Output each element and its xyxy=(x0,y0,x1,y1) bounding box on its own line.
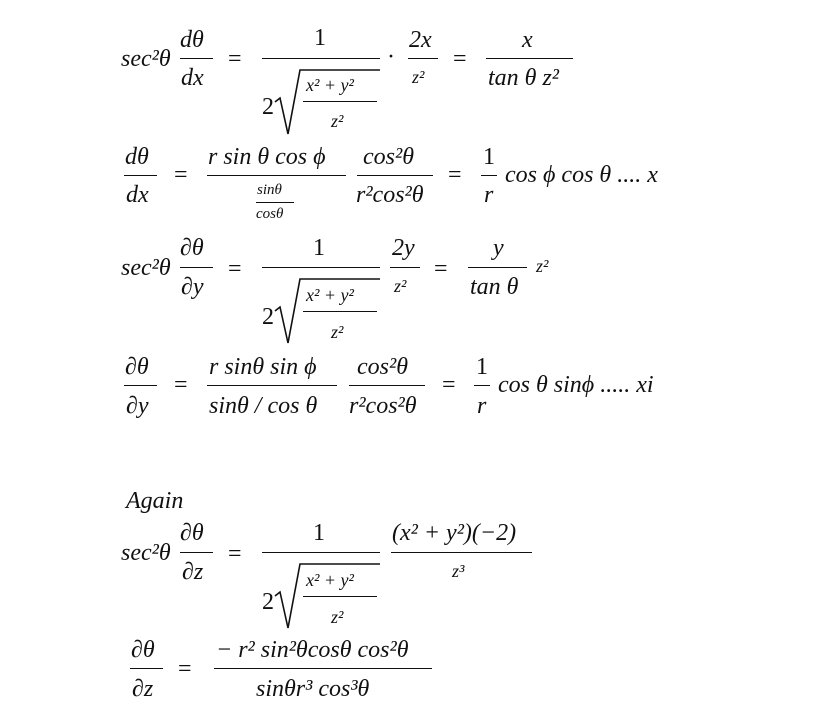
eq4-fraction1-bar xyxy=(207,385,337,386)
eq2-equals-2: = xyxy=(448,162,462,188)
eq5-partial-theta: ∂θ xyxy=(180,520,204,546)
eq5-main-fraction-bar xyxy=(262,552,380,553)
eq1-dx: dx xyxy=(181,65,204,91)
eq3-main-fraction-bar xyxy=(262,267,380,268)
eq3-two: 2 xyxy=(262,304,274,330)
eq3-2y: 2y xyxy=(392,235,415,261)
eq3-lhs-fraction-bar xyxy=(180,267,213,268)
eq3-z2: z² xyxy=(394,276,407,296)
eq1-radicand-denominator: z² xyxy=(331,111,344,131)
eq3-fraction2-bar xyxy=(390,267,420,268)
eq1-dtheta: dθ xyxy=(180,27,204,53)
eq5-lhs-fraction-bar xyxy=(180,552,213,553)
eq1-equals: = xyxy=(228,46,242,72)
eq4-cos2-theta: cos²θ xyxy=(357,354,408,380)
eq3-radicand-numerator: x² + y² xyxy=(306,285,354,305)
eq5-partial-z: ∂z xyxy=(182,559,204,585)
eq5-fraction2-bar xyxy=(391,552,532,553)
eq3-tan-theta: tan θ xyxy=(470,274,519,300)
eq4-partial-y: ∂y xyxy=(126,393,149,419)
eq5-numerator: (x² + y²)(−2) xyxy=(392,520,517,546)
eq4-r2cos2-theta: r²cos²θ xyxy=(349,393,417,419)
eq4-fraction2-bar xyxy=(349,385,425,386)
eq2-sin-theta: sinθ xyxy=(257,182,282,198)
eq1-radicand-numerator: x² + y² xyxy=(306,75,354,95)
again-label: Again xyxy=(126,488,184,514)
eq5-lhs: sec²θ xyxy=(121,540,171,566)
eq5-equals: = xyxy=(228,541,242,567)
eq6-fraction-bar xyxy=(214,668,432,669)
eq1-lhs-fraction-bar xyxy=(180,58,213,59)
eq2-fraction2-bar xyxy=(357,175,433,176)
eq3-radicand-denominator: z² xyxy=(331,322,344,342)
eq4-partial-theta: ∂θ xyxy=(125,354,149,380)
eq3-equals: = xyxy=(228,256,242,282)
eq3-z2-factor: z² xyxy=(536,256,549,276)
eq2-one: 1 xyxy=(483,144,495,170)
eq1-lhs: sec²θ xyxy=(121,46,171,72)
eq2-dtheta: dθ xyxy=(125,144,149,170)
eq2-result: cos ϕ cos θ .... x xyxy=(505,162,658,188)
eq4-equals: = xyxy=(174,372,188,398)
eq6-numerator: − r² sin²θcosθ cos²θ xyxy=(216,637,409,663)
eq5-z3: z³ xyxy=(452,561,465,581)
eq6-denominator: sinθr³ cos³θ xyxy=(256,676,370,702)
eq2-small-fraction-bar xyxy=(256,202,294,203)
eq3-fraction3-bar xyxy=(468,267,527,268)
eq1-z2: z² xyxy=(412,67,425,87)
eq2-dx: dx xyxy=(126,182,149,208)
eq4-fraction3-bar xyxy=(474,385,490,386)
eq3-radicand-bar xyxy=(303,311,377,312)
eq2-r2cos2-theta: r²cos²θ xyxy=(356,182,424,208)
eq1-x: x xyxy=(522,27,533,53)
eq1-one: 1 xyxy=(314,25,326,51)
eq5-radicand-numerator: x² + y² xyxy=(306,570,354,590)
eq2-cos-theta: cosθ xyxy=(256,206,284,222)
eq1-two: 2 xyxy=(262,94,274,120)
eq6-partial-z: ∂z xyxy=(132,676,154,702)
eq3-partial-theta: ∂θ xyxy=(180,235,204,261)
eq4-result: cos θ sinϕ ..... xi xyxy=(498,372,654,398)
eq1-fraction3-bar xyxy=(486,58,573,59)
eq1-tan-theta-z2: tan θ z² xyxy=(488,65,559,91)
eq4-denominator: sinθ / cos θ xyxy=(209,393,318,419)
eq6-equals: = xyxy=(178,656,192,682)
eq2-fraction1-bar xyxy=(207,175,346,176)
eq6-partial-theta: ∂θ xyxy=(131,637,155,663)
eq5-radicand-bar xyxy=(303,596,377,597)
eq3-equals-2: = xyxy=(434,256,448,282)
eq3-one: 1 xyxy=(313,235,325,261)
eq5-two: 2 xyxy=(262,589,274,615)
eq3-lhs: sec²θ xyxy=(121,255,171,281)
eq5-one: 1 xyxy=(313,520,325,546)
eq1-equals-2: = xyxy=(453,46,467,72)
eq4-r: r xyxy=(477,393,487,419)
eq2-equals: = xyxy=(174,162,188,188)
eq1-fraction2-bar xyxy=(408,58,438,59)
eq1-radicand-bar xyxy=(303,101,377,102)
eq3-partial-y: ∂y xyxy=(181,274,204,300)
eq2-numerator: r sin θ cos ϕ xyxy=(208,144,326,170)
eq3-y: y xyxy=(493,235,504,261)
eq1-dot: · xyxy=(387,44,395,70)
eq1-2x: 2x xyxy=(409,27,432,53)
eq2-lhs-fraction-bar xyxy=(124,175,157,176)
eq2-cos2-theta: cos²θ xyxy=(363,144,414,170)
eq4-equals-2: = xyxy=(442,372,456,398)
eq6-lhs-fraction-bar xyxy=(130,668,163,669)
eq4-one: 1 xyxy=(476,354,488,380)
eq4-numerator: r sinθ sin ϕ xyxy=(209,354,317,380)
eq4-lhs-fraction-bar xyxy=(124,385,157,386)
eq1-main-fraction-bar xyxy=(262,58,380,59)
eq2-fraction3-bar xyxy=(481,175,497,176)
eq5-radicand-denominator: z² xyxy=(331,607,344,627)
eq2-r: r xyxy=(484,182,494,208)
